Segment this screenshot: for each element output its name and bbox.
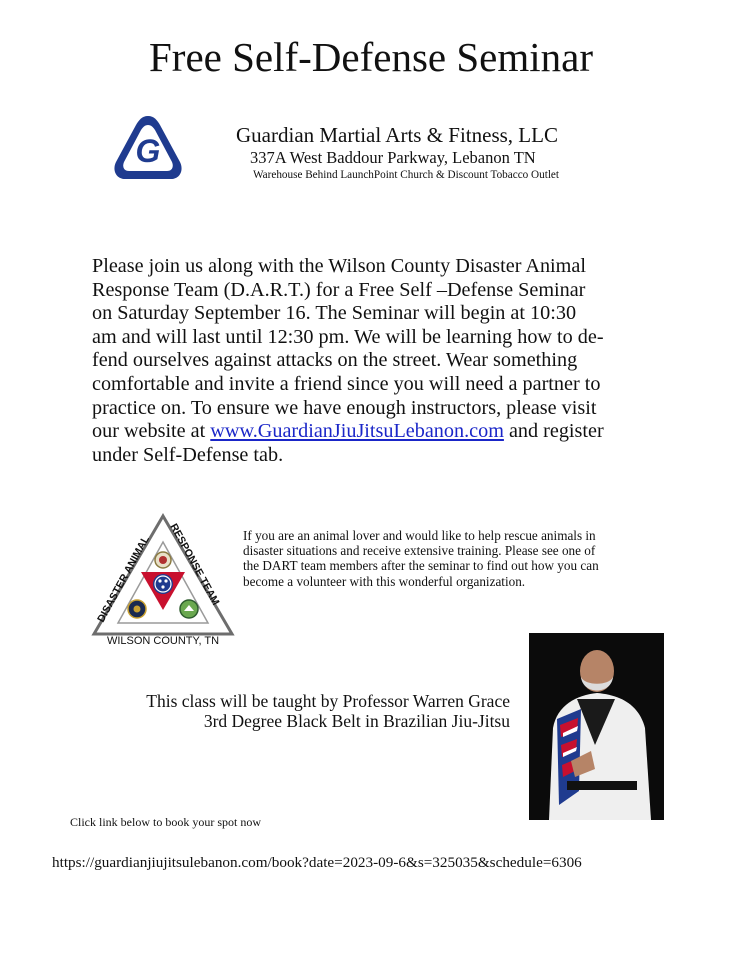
page-title: Free Self-Defense Seminar: [149, 34, 593, 80]
dart-text-line: disaster situations and receive extensive training. Please see one of: [243, 543, 596, 559]
guardian-logo-icon: [110, 112, 186, 184]
instructor-rank: 3rd Degree Black Belt in Brazilian Jiu-Jitsu: [203, 711, 510, 731]
dart-text-line: become a volunteer with this wonderful organization.: [243, 573, 526, 589]
dart-volunteer-text: [243, 528, 663, 589]
dart-logo-left-text: DISASTER ANIMAL: [95, 533, 152, 625]
description-line: under Self-Defense tab.: [92, 443, 284, 466]
description-line: am and will last until 12:30 pm. We will be learning how to de-: [92, 325, 604, 348]
dart-text-line: the DART team members after the seminar to find out how you can: [243, 558, 599, 574]
description-line: Response Team (D.A.R.T.) for a Free Self –Defense Seminar: [92, 278, 586, 301]
seminar-description: [92, 255, 662, 467]
description-text: our website at: [92, 420, 211, 443]
dart-text-line: If you are an animal lover and would like to help rescue animals in: [243, 528, 596, 543]
instructor-name: This class will be taught by Professor Warren Grace: [146, 691, 510, 711]
website-link[interactable]: www.GuardianJiuJitsuLebanon.com: [210, 420, 504, 443]
dart-logo-right-text: RESPONSE TEAM: [167, 521, 222, 608]
dart-logo-bottom-text: WILSON COUNTY, TN: [106, 635, 220, 646]
description-text: and register: [503, 420, 604, 443]
description-line: fend ourselves against attacks on the street. Wear something: [92, 349, 578, 372]
booking-url-link[interactable]: https://guardianjiujitsulebanon.com/book?date=2023-09-6&s=325035&schedule=6306: [52, 854, 582, 871]
organization-name: Guardian Martial Arts & Fitness, LLC: [236, 123, 558, 147]
logo-letter: G: [135, 133, 161, 169]
description-line: practice on. To ensure we have enough instructors, please visit: [92, 396, 597, 419]
booking-note: Click link below to book your spot now: [70, 815, 261, 829]
dart-triangle-logo-icon: [90, 512, 236, 646]
organization-location-note: Warehouse Behind LaunchPoint Church & Discount Tobacco Outlet: [253, 169, 560, 181]
organization-address: 337A West Baddour Parkway, Lebanon TN: [250, 148, 536, 167]
description-line: Please join us along with the Wilson County Disaster Animal: [92, 255, 586, 277]
instructor-photo-icon: [529, 633, 664, 820]
description-line: [92, 420, 662, 444]
description-line: on Saturday September 16. The Seminar will begin at 10:30: [92, 302, 577, 325]
description-line: comfortable and invite a friend since you will need a partner to: [92, 372, 601, 395]
